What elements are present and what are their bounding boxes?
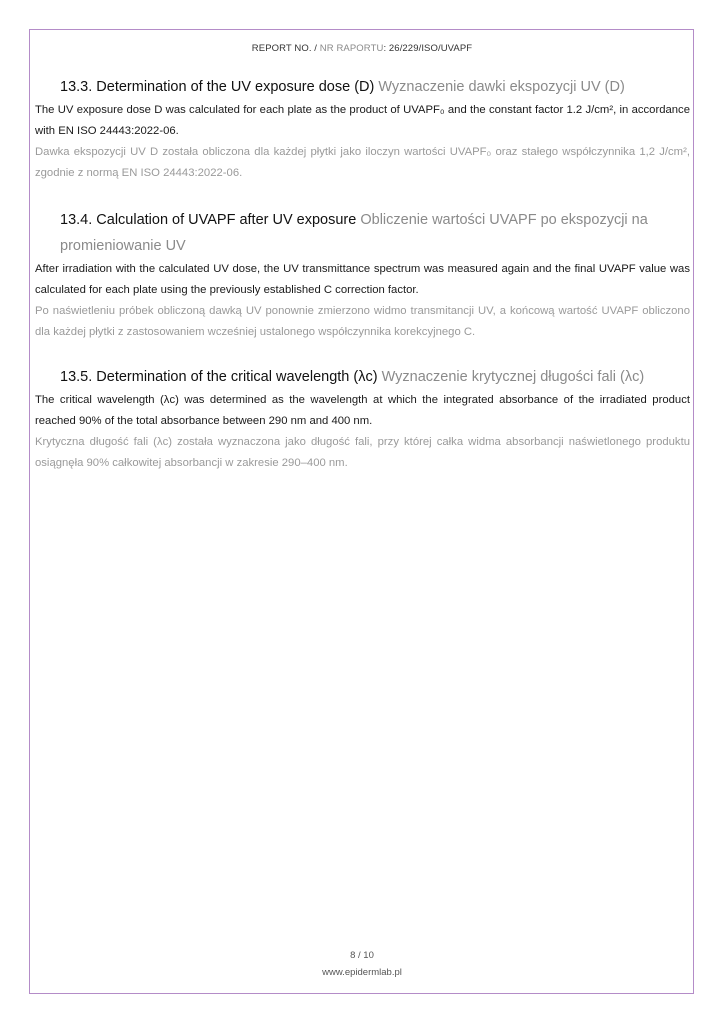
header-label-pl: NR RAPORTU (319, 43, 384, 54)
section-13-5 (35, 364, 690, 474)
website-link[interactable]: www.epidermlab.pl (322, 967, 402, 978)
section-title-en: 13.4. Calculation of UVAPF after UV exposure (60, 212, 361, 228)
section-title-en: 13.5. Determination of the critical wavelength (λc) (60, 369, 382, 385)
section-13-3 (35, 74, 690, 184)
report-header (0, 43, 724, 54)
report-number: 26/229/ISO/UVAPF (388, 43, 473, 54)
section-title-pl: Obliczenie wartości UVAPF po ekspozycji na promieniowanie UV (60, 212, 648, 254)
paragraph-pl: Dawka ekspozycji UV D została obliczona dla każdej płytki jako iloczyn wartości UVAPF₀ oraz stałego współczynnika 1,2 J/cm², zgodnie z normą EN ISO 24443:2022-06. (35, 146, 690, 179)
header-separator: : (383, 43, 389, 54)
paragraph-pl: Krytyczna długość fali (λc) została wyznaczona jako długość fali, przy której całka widma absorbancji naświetlonego produktu osiągnęła 90% całkowitej absorbancji w zakresie 290–400 nm. (35, 436, 690, 469)
paragraph-pl: Po naświetleniu próbek obliczoną dawką UV ponownie zmierzono widmo transmitancji UV, a końcową wartość UVAPF obliczono dla każdej płytki z zastosowaniem wcześniej ustalonego współczynnika korekcyjnego C. (35, 305, 690, 338)
page-number: 8 / 10 (350, 950, 374, 961)
section-title (35, 207, 690, 259)
paragraph-en: The critical wavelength (λc) was determined as the wavelength at which the integrated absorbance of the irradiated product reached 90% of the total absorbance between 290 nm and 400 nm. (35, 394, 690, 427)
section-13-4 (35, 207, 690, 343)
section-title (35, 364, 690, 390)
document-body (35, 74, 690, 474)
header-label-en: REPORT NO. / (251, 43, 320, 54)
section-title-pl: Wyznaczenie dawki ekspozycji UV (D) (378, 79, 625, 95)
section-title-en: 13.3. Determination of the UV exposure dose (D) (60, 79, 379, 95)
section-title (35, 74, 690, 100)
paragraph-en: The UV exposure dose D was calculated for each plate as the product of UVAPF₀ and the constant factor 1.2 J/cm², in accordance with EN ISO 24443:2022-06. (35, 104, 690, 137)
paragraph-en: After irradiation with the calculated UV dose, the UV transmittance spectrum was measured again and the final UVAPF value was calculated for each plate using the previously established C correction factor. (35, 263, 690, 296)
section-title-pl: Wyznaczenie krytycznej długości fali (λc) (381, 369, 645, 385)
